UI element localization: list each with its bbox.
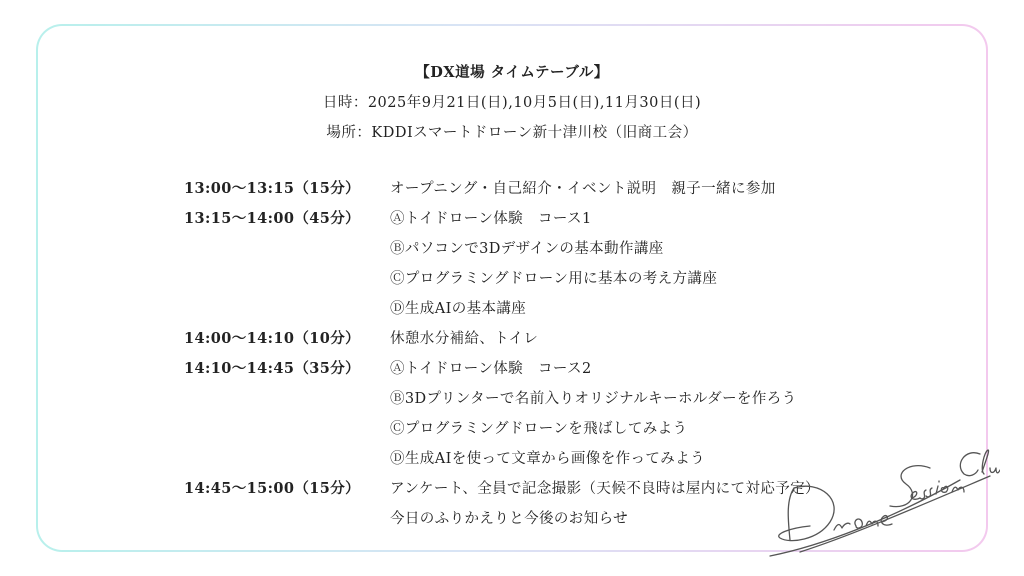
timetable-row — [184, 322, 820, 352]
activity-description: 今日のふりかえりと今後のお知らせ — [390, 510, 628, 527]
timetable-row — [184, 172, 820, 202]
timetable-row — [184, 382, 820, 412]
activity-description: Ⓑパソコンで3Dデザインの基本動作講座 — [390, 240, 664, 257]
timetable-row — [184, 502, 820, 532]
page-title: 【DX道場 タイムテーブル】 — [415, 64, 609, 81]
activity-description: アンケート、全員で記念撮影（天候不良時は屋内にて対応予定） — [390, 480, 820, 497]
timetable-row — [184, 262, 820, 292]
activity-description: Ⓐトイドローン体験 コース1 — [390, 210, 592, 227]
time-slot: 13:00～13:15（15分） — [184, 179, 360, 197]
drone-session-club-signature-logo — [760, 440, 1000, 560]
activity-description: Ⓓ生成AIを使って文章から画像を作ってみよう — [390, 450, 705, 467]
activity-description: Ⓐトイドローン体験 コース2 — [390, 360, 592, 377]
activity-description: Ⓒプログラミングドローンを飛ばしてみよう — [390, 420, 688, 437]
activity-description: Ⓓ生成AIの基本講座 — [390, 300, 527, 317]
time-slot: 14:00～14:10（10分） — [184, 329, 360, 347]
timetable-row — [184, 232, 820, 262]
timetable-row — [184, 202, 820, 232]
time-slot: 13:15～14:00（45分） — [184, 209, 360, 227]
timetable-row — [184, 292, 820, 322]
time-slot: 14:10～14:45（35分） — [184, 359, 360, 377]
timetable-row — [184, 472, 820, 502]
activity-description: Ⓒプログラミングドローン用に基本の考え方講座 — [390, 270, 718, 287]
header — [38, 58, 986, 148]
timetable — [184, 172, 820, 532]
time-slot: 14:45～15:00（15分） — [184, 479, 360, 497]
timetable-row — [184, 352, 820, 382]
activity-description: 休憩水分補給、トイレ — [390, 330, 539, 347]
activity-description: Ⓑ3Dプリンターで名前入りオリジナルキーホルダーを作ろう — [390, 390, 797, 407]
event-dates: 日時：2025年9月21日(日),10月5日(日),11月30日(日) — [322, 95, 702, 111]
event-venue: 場所：KDDIスマートドローン新十津川校（旧商工会） — [326, 125, 698, 141]
timetable-row — [184, 442, 820, 472]
timetable-row — [184, 412, 820, 442]
activity-description: オープニング・自己紹介・イベント説明 親子一緒に参加 — [390, 180, 776, 197]
